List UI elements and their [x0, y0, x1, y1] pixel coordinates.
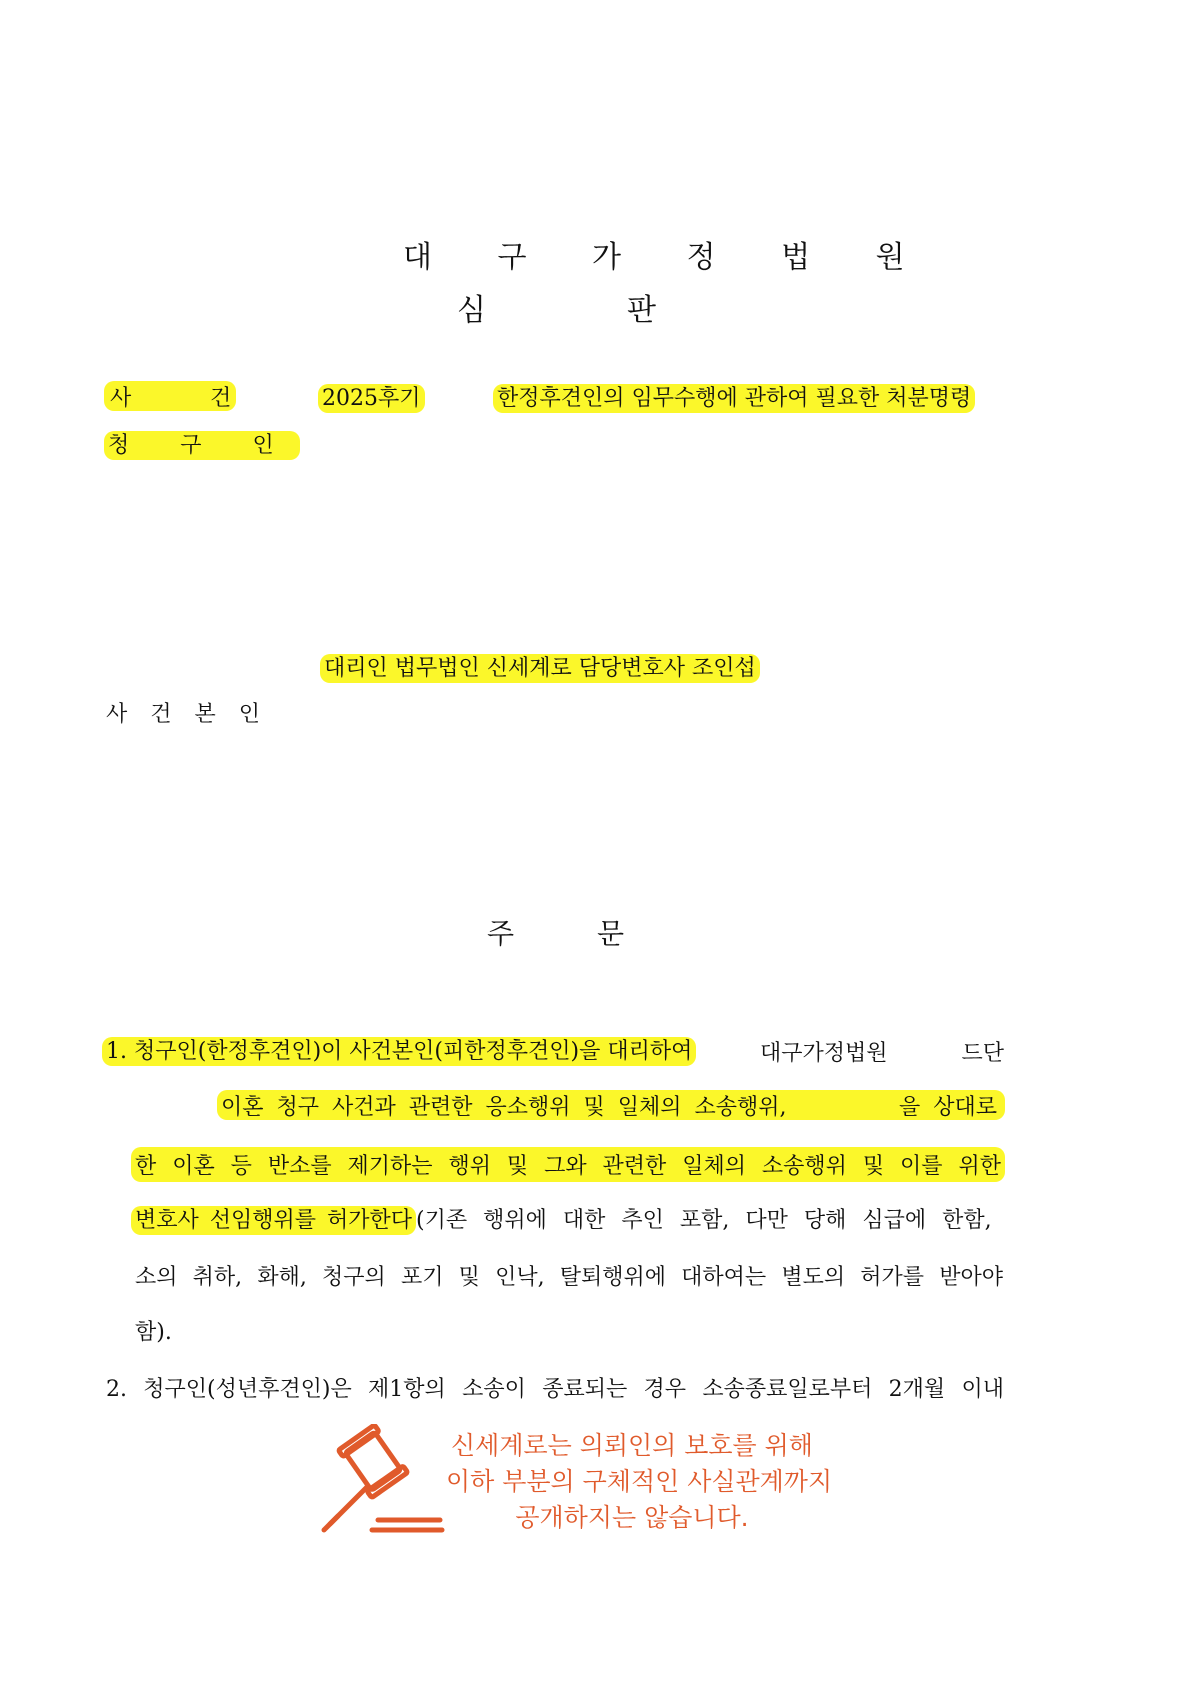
- court-name: 대 구 가 정 법 원: [403, 240, 933, 275]
- principal-label: 사 건 본 인: [106, 702, 268, 727]
- ruling-item2: 2. 청구인(성년후견인)은 제1항의 소송이 종료되는 경우 소송종료일로부터 2개월 이내: [106, 1377, 1004, 1402]
- ruling-item1-line3: 한 이혼 등 반소를 제기하는 행위 및 그와 관련한 일체의 소송행위 및 이를 위한: [131, 1147, 1005, 1182]
- ruling-item1-line5: 소의 취하, 화해, 청구의 포기 및 인낙, 탈퇴행위에 대하여는 별도의 허가를 받아야: [135, 1265, 1003, 1290]
- claimant-label: 청 구 인: [104, 428, 300, 459]
- ruling-heading-right: 문: [597, 917, 625, 950]
- case-label-highlight: [104, 381, 236, 411]
- court-reference: 대구가정법원: [760, 1041, 888, 1066]
- case-number: 2025후기: [318, 381, 425, 412]
- ruling-heading-left: 주: [487, 917, 515, 950]
- ruling-item1-line1: 1. 청구인(한정후견인)이 사건본인(피한정후견인)을 대리하여 대구가정법원 드단: [102, 1034, 1004, 1065]
- case-type-reference: 드단: [961, 1041, 1004, 1066]
- ruling-item1-line4: 변호사 선임행위를 허가한다 (기존 행위에 대한 추인 포함, 다만 당해 심급에 한함,: [131, 1203, 1005, 1234]
- notice-line2: 이하 부분의 구체적인 사실관계까지: [446, 1467, 833, 1496]
- notice-line1: 신세계로는 의뢰인의 보호를 위해: [451, 1431, 813, 1460]
- privacy-notice: [446, 1428, 833, 1536]
- representative: 대리인 법무법인 신세계로 담당변호사 조인섭: [320, 651, 760, 682]
- doc-type-left: 심: [457, 293, 486, 328]
- case-label-left: 사: [110, 386, 132, 411]
- notice-line3: 공개하지는 않습니다.: [515, 1503, 749, 1532]
- case-title: 한정후견인의 임무수행에 관하여 필요한 처분명령: [493, 381, 975, 412]
- gavel-icon: [316, 1424, 446, 1536]
- case-label-right: 건: [210, 386, 232, 411]
- ruling-item1-line6: 함).: [135, 1320, 172, 1345]
- doc-type-right: 판: [627, 293, 656, 328]
- ruling-item1-line2: 이혼 청구 사건과 관련한 응소행위 및 일체의 소송행위, 을 상대로: [217, 1090, 1005, 1122]
